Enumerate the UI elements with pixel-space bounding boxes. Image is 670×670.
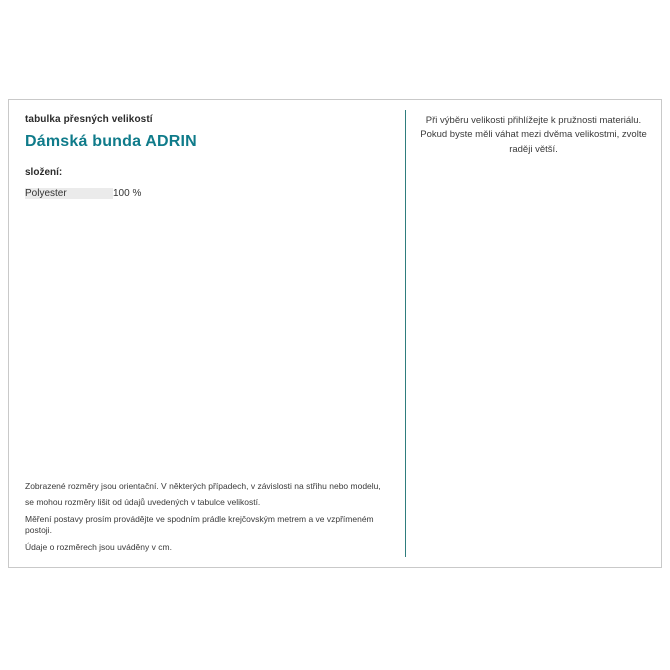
table-row: [25, 188, 141, 199]
page-kicker: tabulka přesných velikostí: [25, 114, 153, 125]
right-column: [406, 100, 661, 567]
sizing-note: Při výběru velikosti přihlížejte k pružnosti materiálu. Pokud byste měli váhat mezi dvěma velikostmi, zvolte raději větší.: [420, 115, 647, 155]
footnotes: [25, 481, 385, 553]
size-chart-page: [8, 99, 662, 568]
footnote-line: Měření postavy prosím provádějte ve spodním prádle krejčovským metrem a ve vzpřímeném postoji.: [25, 513, 374, 536]
footnote-line: Údaje o rozměrech jsou uváděny v cm.: [25, 541, 172, 552]
page-title: Dámská bunda ADRIN: [25, 133, 197, 150]
composition-table: [25, 188, 141, 199]
footnote-line: se mohou rozměry lišit od údajů uvedených v tabulce velikostí.: [25, 497, 261, 508]
composition-material: Polyester: [25, 188, 113, 199]
composition-label: složení:: [25, 167, 63, 178]
footnote-line: Zobrazené rozměry jsou orientační. V některých případech, v závislosti na střihu nebo modelu,: [25, 480, 381, 491]
composition-percent: 100 %: [113, 188, 142, 199]
page-columns: [9, 100, 661, 567]
left-column: [9, 100, 405, 567]
